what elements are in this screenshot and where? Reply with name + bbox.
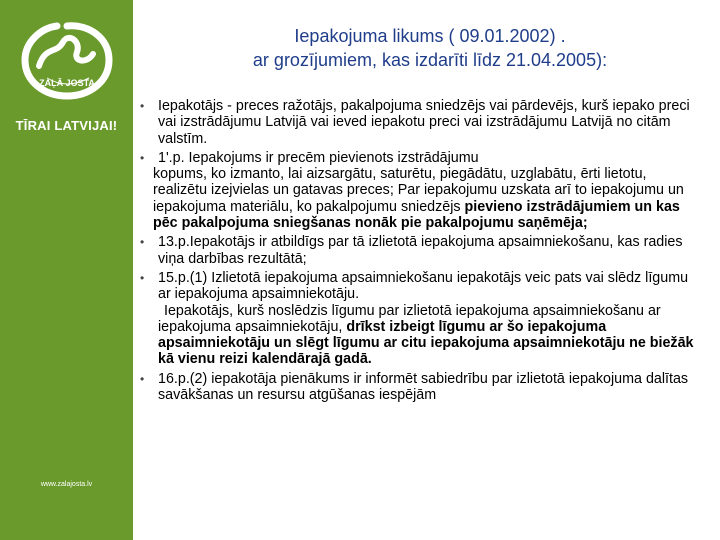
content-list: [140, 98, 700, 403]
item-text: 15.p.(1) Izlietotā iepakojuma apsaimniekošanu iepakotājs veic pats vai slēdz līgumu ar iepakojuma apsaimniekotāju.: [158, 269, 689, 303]
item-bold-text: pievieno izstrādājumiem un kas pēc pakalpojuma sniegšanas nonāk pie pakalpojumu saņēmēja;: [153, 198, 680, 232]
slide-title: [150, 24, 710, 72]
slogan: TĪRAI LATVIJAI!: [15, 118, 118, 133]
bullet-icon: •: [140, 99, 145, 113]
list-item-continuation: [140, 303, 700, 368]
item-text: Iepakotājs - preces ražotājs, pakalpojuma sniedzējs vai pārdevējs, kurš iepako preci vai izstrādājumu Latvijā vai ieved iepakotu preci vai izstrādājumu Latvijā no citām valstīm.: [158, 98, 690, 147]
item-text: 16.p.(2) iepakotāja pienākums ir informēt sabiedrību par izlietotā iepakojuma dalītas savākšanas un resursu atgūšanas iespējām: [158, 370, 689, 404]
list-item: [140, 98, 700, 147]
title-line-1: Iepakojuma likums ( 09.01.2002) .: [294, 26, 566, 46]
item-text: 1'.p. Iepakojums ir precēm pievienots izstrādājumu: [158, 149, 479, 166]
item-bold-text: drīkst izbeigt līgumu ar šo iepakojuma apsaimniekotāju un slēgt līgumu ar citu iepakojuma apsaimniekotāju ne biežāk kā vienu reizi kalendārajā gadā.: [158, 318, 694, 368]
list-item: [140, 150, 700, 166]
sidebar: [0, 0, 133, 540]
list-item: [140, 270, 700, 303]
website-link[interactable]: www.zalajosta.lv: [40, 481, 93, 488]
title-line-2: ar grozījumiem, kas izdarīti līdz 21.04.2005):: [252, 50, 608, 70]
bullet-icon: •: [140, 150, 145, 165]
logo-text: ZAĻĀ JOSTA: [39, 78, 95, 88]
list-item: [140, 234, 700, 267]
item-text: kopums, ko izmanto, lai aizsargātu, saturētu, piegādātu, uzglabātu, ērti lietotu, realizētu izejvielas un gatavas preces; Par iepakojumu uzskata arī to iepakojumu un iepakojuma materiālu, ko pakalpojumu sniedzējs: [153, 166, 684, 215]
bullet-icon: •: [140, 371, 145, 386]
list-item: [140, 371, 700, 404]
item-text: 13.p.Iepakotājs ir atbildīgs par tā izlietotā iepakojuma apsaimniekošanu, kas radies viņa darbības rezultātā;: [158, 234, 683, 267]
bullet-icon: •: [140, 270, 145, 285]
bullet-icon: •: [140, 235, 145, 250]
zala-josta-logo-icon: [17, 20, 117, 102]
item-text: Iepakotājs, kurš noslēdzis līgumu par izlietotā iepakojuma apsaimniekošanu ar iepakojuma apsaimniekotāju,: [158, 302, 661, 335]
list-item-continuation: [140, 166, 700, 231]
